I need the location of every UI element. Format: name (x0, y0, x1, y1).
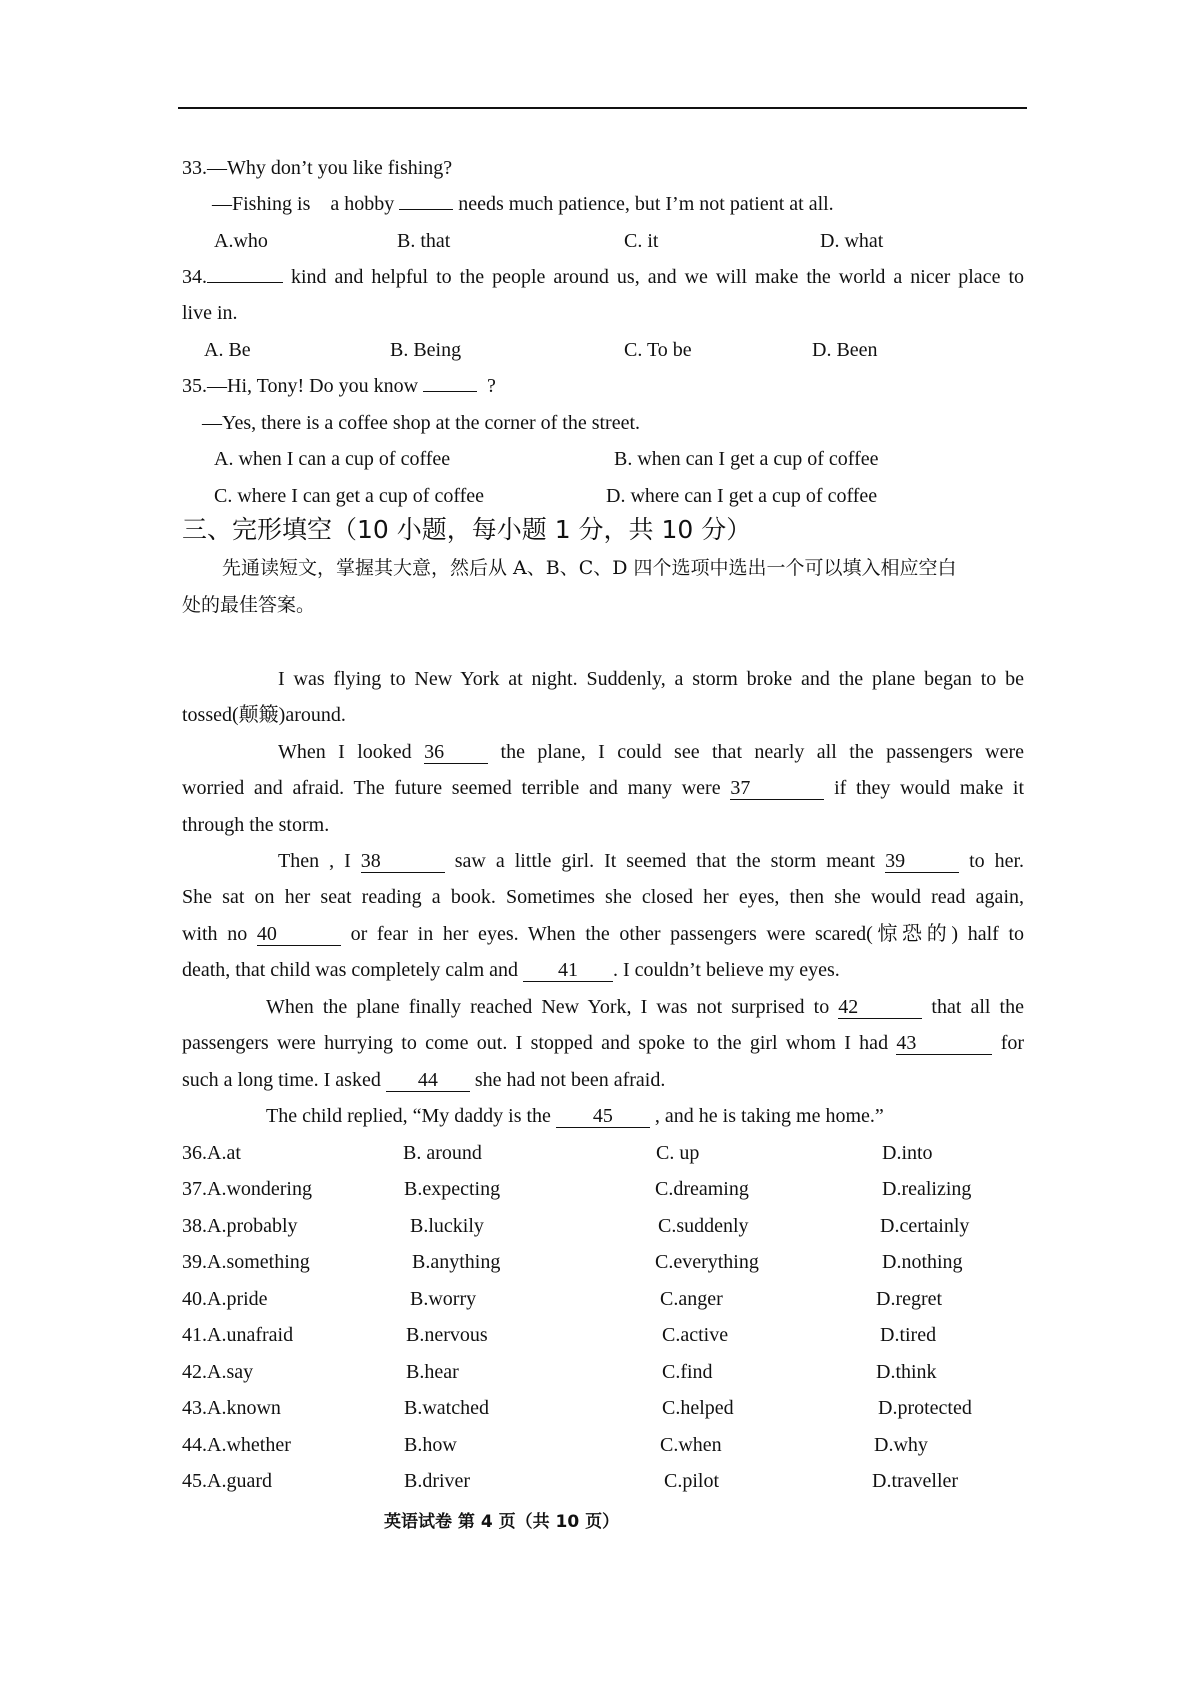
choice-42-a: 42.A.say (182, 1361, 254, 1383)
q33-option-c: C. it (624, 230, 659, 252)
section-heading: 三、完形填空（10 小题，每小题 1 分，共 10 分） (182, 515, 752, 544)
passage-p4-line3: such a long time. I asked 44 she had not been afraid. (182, 1069, 666, 1091)
choice-41-b: B.nervous (406, 1324, 488, 1346)
choice-37-d: D.realizing (882, 1178, 972, 1200)
choice-39-a: 39.A.something (182, 1251, 310, 1273)
blank-40: 40 (257, 923, 341, 946)
choice-42-c: C.find (662, 1361, 713, 1383)
blank-37: 37 (730, 777, 824, 800)
passage-p1-line1: I was flying to New York at night. Suddenly, a storm broke and the plane began to be (278, 668, 1024, 690)
choice-45-c: C.pilot (664, 1470, 720, 1492)
blank-38: 38 (361, 850, 445, 873)
choice-41-a: 41.A.unafraid (182, 1324, 294, 1346)
choice-36-b: B. around (403, 1142, 482, 1164)
header-rule (178, 107, 1027, 109)
q33-option-d: D. what (820, 230, 884, 252)
blank-39: 39 (885, 850, 959, 873)
q35-option-a: A. when I can a cup of coffee (214, 448, 451, 470)
choice-43-b: B.watched (404, 1397, 489, 1419)
choice-40-d: D.regret (876, 1288, 943, 1310)
section-instructions: 先通读短文，掌握其大意，然后从 A、B、C、D 四个选项中选出一个可以填入相应空白 (222, 557, 957, 579)
blank-43: 43 (896, 1032, 992, 1055)
choice-39-d: D.nothing (882, 1251, 963, 1273)
choice-45-d: D.traveller (872, 1470, 959, 1492)
choice-36-a: 36.A.at (182, 1142, 241, 1164)
choice-42-d: D.think (876, 1361, 937, 1383)
blank-45: 45 (556, 1105, 650, 1128)
passage-p4-line1: When the plane finally reached New York, I was not surprised to 42 that all the (266, 996, 1024, 1018)
choice-39-b: B.anything (412, 1251, 501, 1273)
q33-option-a: A.who (214, 230, 268, 252)
q34-option-a: A. Be (204, 339, 251, 361)
choice-38-a: 38.A.probably (182, 1215, 298, 1237)
choice-36-d: D.into (882, 1142, 933, 1164)
q34-stem-cont: live in. (182, 302, 238, 324)
choice-44-b: B.how (404, 1434, 457, 1456)
choice-45-b: B.driver (404, 1470, 471, 1492)
q35-blank (423, 391, 477, 392)
q35-option-c: C. where I can get a cup of coffee (214, 485, 485, 507)
blank-42: 42 (838, 996, 922, 1019)
section-instructions-cont: 处的最佳答案。 (182, 594, 316, 616)
choice-38-b: B.luckily (410, 1215, 484, 1237)
choice-38-c: C.suddenly (658, 1215, 749, 1237)
passage-p2-line3: through the storm. (182, 814, 330, 836)
choice-37-c: C.dreaming (655, 1178, 749, 1200)
passage-p5: The child replied, “My daddy is the 45 , and he is taking me home.” (266, 1105, 884, 1127)
choice-37-b: B.expecting (404, 1178, 501, 1200)
choice-41-c: C.active (662, 1324, 729, 1346)
passage-p3-line1: Then , I 38 saw a little girl. It seemed that the storm meant 39 to her. (278, 850, 1025, 872)
passage-p3-line3: with no 40 or fear in her eyes. When the other passengers were scared(惊恐的) half to (182, 923, 1025, 945)
q33-stem: 33.—Why don’t you like fishing? (182, 157, 453, 179)
passage-p2-line1: When I looked 36 the plane, I could see that nearly all the passengers were (278, 741, 1024, 763)
blank-36: 36 (424, 741, 488, 764)
passage-p3-line2: She sat on her seat reading a book. Sometimes she closed her eyes, then she would read again, (182, 886, 1024, 908)
q34-option-d: D. Been (812, 339, 878, 361)
choice-40-a: 40.A.pride (182, 1288, 268, 1310)
q35-stem: 35.—Hi, Tony! Do you know ? (182, 375, 496, 397)
q33-blank (399, 209, 453, 210)
blank-41: 41 (523, 959, 613, 982)
choice-44-d: D.why (874, 1434, 928, 1456)
passage-p3-line4: death, that child was completely calm and 41 . I couldn’t believe my eyes. (182, 959, 840, 981)
passage-p1-line2: tossed(颠簸)around. (182, 704, 346, 726)
passage-p2-line2: worried and afraid. The future seemed terrible and many were 37 if they would make it (182, 777, 1025, 799)
q34-stem: 34. kind and helpful to the people around us, and we will make the world a nicer place to (182, 266, 1024, 288)
choice-41-d: D.tired (880, 1324, 937, 1346)
q35-option-b: B. when can I get a cup of coffee (614, 448, 879, 470)
q35-reply: —Yes, there is a coffee shop at the corner of the street. (202, 412, 641, 434)
q33-reply: —Fishing is a hobby needs much patience, but I’m not patient at all. (212, 193, 834, 215)
q33-option-b: B. that (397, 230, 451, 252)
choice-44-a: 44.A.whether (182, 1434, 291, 1456)
choice-43-d: D.protected (878, 1397, 972, 1419)
choice-43-c: C.helped (662, 1397, 734, 1419)
choice-42-b: B.hear (406, 1361, 459, 1383)
choice-38-d: D.certainly (880, 1215, 970, 1237)
choice-36-c: C. up (656, 1142, 700, 1164)
q34-blank (207, 282, 283, 283)
choice-37-a: 37.A.wondering (182, 1178, 312, 1200)
blank-44: 44 (386, 1069, 470, 1092)
q34-option-c: C. To be (624, 339, 692, 361)
choice-43-a: 43.A.known (182, 1397, 281, 1419)
choice-40-c: C.anger (660, 1288, 723, 1310)
choice-39-c: C.everything (655, 1251, 759, 1273)
choice-45-a: 45.A.guard (182, 1470, 272, 1492)
choice-44-c: C.when (660, 1434, 722, 1456)
page-footer: 英语试卷 第 4 页（共 10 页） (384, 1512, 620, 1532)
q34-option-b: B. Being (390, 339, 462, 361)
passage-p4-line2: passengers were hurrying to come out. I stopped and spoke to the girl whom I had 43 for (182, 1032, 1025, 1054)
choice-40-b: B.worry (410, 1288, 477, 1310)
q35-option-d: D. where can I get a cup of coffee (606, 485, 878, 507)
